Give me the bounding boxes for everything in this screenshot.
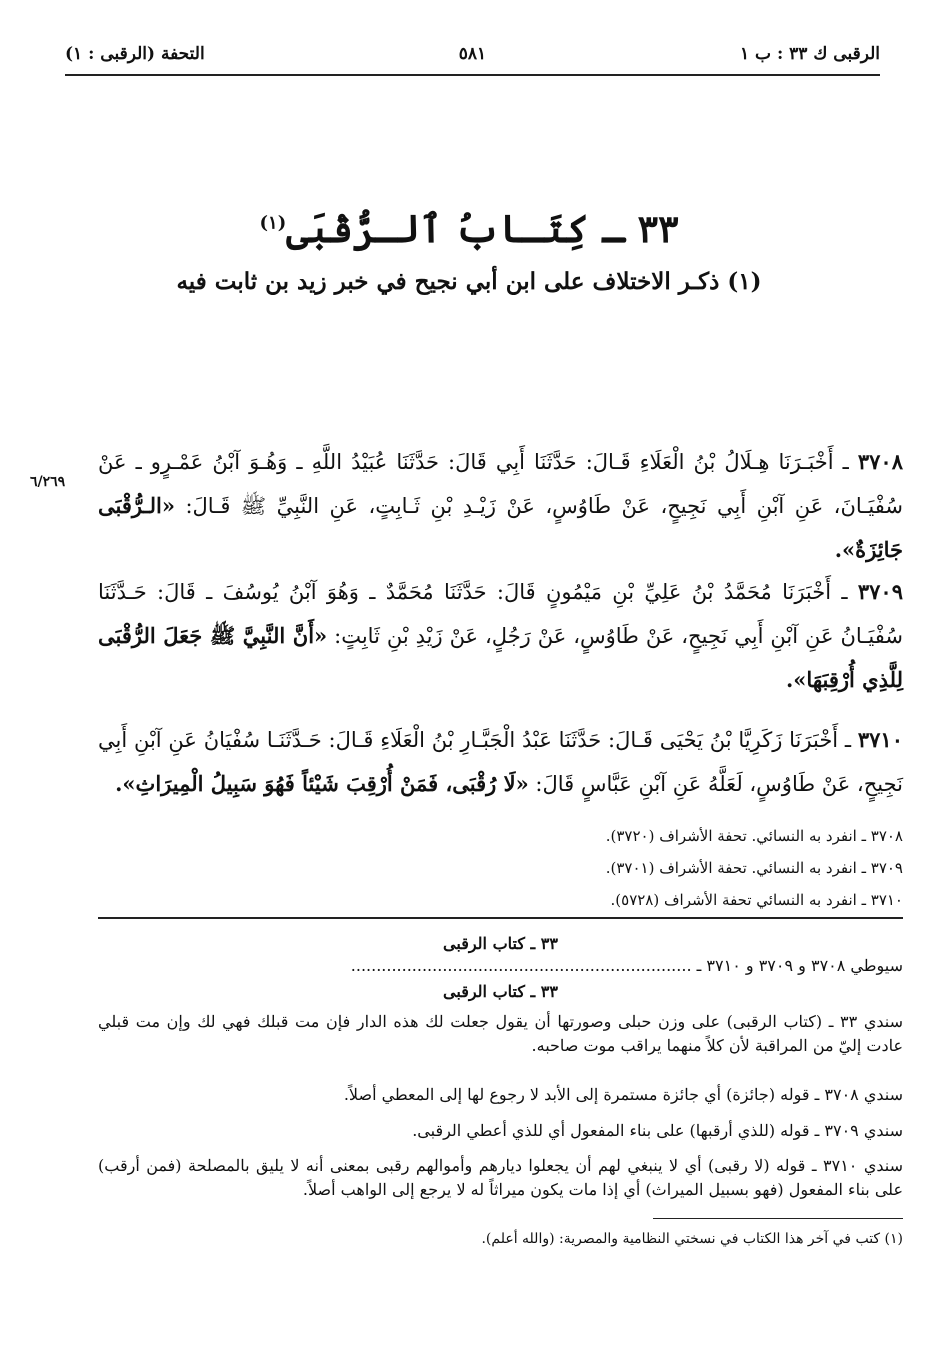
margin-reference: ٦/٢٦٩ (30, 474, 66, 490)
sindi-paragraph: سندي ٣٧٠٨ ـ قوله (جائزة) أي جائزة مستمرة إلى الأبد لا رجوع لها إلى المعطي أصلاً. (343, 1085, 903, 1104)
hadith-chain: ـ أَخْبَـرَنَا هِـلَالُ بْنُ الْعَلَاءِ قَـالَ: حَدَّثَنَا أَبِي قَالَ: حَدَّثَنَا عُبَيْدُ اللَّهِ ـ وَهُـوَ آبْنُ عَمْـرٍو ـ عَنْ سُفْيَـانَ، عَنِ آبْنِ أَبِي نَجِيحٍ، عَنْ طَاوُسٍ، عَنْ زَيْـدِ بْنِ ثَـابِتٍ، عَنِ النَّبِيِّ ﷺ قَـالَ: (98, 450, 903, 518)
commentary-heading: ٣٣ ـ كتاب الرقبى (443, 982, 558, 1001)
hadith-matn: «لَا رُقْبَى، فَمَنْ أُرْقِبَ شَيْئاً فَهُوَ سَبِيلُ الْمِيرَاثِ». (115, 771, 529, 796)
hadith-3709 (98, 570, 903, 702)
book-title-text: ٣٣ ـ كِتَـابُ ٱلـرُّقْبَى (286, 206, 679, 251)
suyuti-line (98, 954, 903, 978)
hadith-matn: «أَنَّ النَّبِيَّ ﷺ جَعَلَ الرُّقْبَى لِلَّذِي أُرْقِبَهَا». (98, 623, 903, 692)
footnote-divider (653, 1218, 903, 1219)
running-header (65, 40, 880, 76)
suyuti-text: سيوطي ٣٧٠٨ و ٣٧٠٩ و ٣٧١٠ ـ (696, 956, 903, 975)
page-footnote: (١) كتب في آخر هذا الكتاب في نسختي النظامية والمصرية: (والله أعلم). (481, 1231, 903, 1247)
hadith-3708 (98, 440, 903, 572)
hadith-chain: ـ أَخْبَرَنَا زَكَرِيَّا بْنُ يَحْيَى قَـالَ: حَدَّثَنَا عَبْدُ الْجَبَّـارِ بْنُ الْعَلَاءِ قَـالَ: حَـدَّثَنَـا سُفْيَانُ عَنِ آبْنِ أَبِي نَجِيحٍ، عَنْ طَاوُسٍ، لَعَلَّهُ عَنِ آبْنِ عَبَّاسٍ قَالَ: (98, 728, 903, 796)
sindi-paragraph: سندي ٣٧٠٩ ـ قوله (للذي أرقبها) على بناء المفعول أي للذي أعطي الرقبى. (412, 1121, 903, 1140)
header-section-ref: الرقبى ك ٣٣ : ب ١ (739, 44, 880, 64)
hadith-number: ٣٧٠٩ (857, 579, 903, 604)
hadith-matn: «الـرُّقْبَى جَائِزَةٌ». (98, 493, 903, 562)
hadith-footnotes (98, 820, 903, 916)
header-tuhfa-ref: التحفة (الرقبى : ١) (65, 44, 205, 64)
hadith-footnote: ٣٧١٠ ـ انفرد به النسائي تحفة الأشراف (٥٧٢٨). (610, 891, 903, 909)
book-title-note-mark: (١) (259, 212, 287, 234)
book-title (0, 206, 938, 251)
sindi-paragraph: سندي ٣٧١٠ ـ قوله (لا رقبى) أي لا ينبغي لهم أن يجعلوا ديارهم وأموالهم رقبى بمعنى أنه لا يليق بالمصلحة (فمن أرقب) على بناء المفعول (فهو بسبيل الميراث) أي إذا مات يكون ميراثاً له لا يرجع إلى الواهب أصلاً. (98, 1156, 903, 1199)
hadith-footnote: ٣٧٠٨ ـ انفرد به النسائي. تحفة الأشراف (٣٧٢٠). (605, 827, 903, 845)
commentary-divider (98, 917, 903, 919)
hadith-number: ٣٧٠٨ (857, 449, 903, 474)
sindi-paragraph: سندي ٣٣ ـ (كتاب الرقبى) على وزن حبلى وصورتها أن يقول جعلت لك هذه الدار فإن مت قبلك فهي لك وإن مت قبلي عادت إليّ من المراقبة لأن كلاً منهما يراقب موت صاحبه. (98, 1012, 904, 1055)
suyuti-dots: ................................................................... (350, 956, 692, 975)
hadith-chain: ـ أَخْبَرَنَا مُحَمَّدُ بْنُ عَلِيِّ بْنِ مَيْمُونٍ قَالَ: حَدَّثَنَا مُحَمَّدٌ ـ وَهُوَ آبْنُ يُوسُفَ ـ قَالَ: حَـدَّثَنَا سُفْيَـانُ عَنِ آبْنِ أَبِي نَجِيحٍ، عَنْ طَاوُسٍ، عَنْ رَجُلٍ، عَنْ زَيْدِ بْنِ ثَابِتٍ: (98, 580, 903, 648)
hadith-3710 (98, 718, 903, 806)
chapter-title: (١) ذكـر الاختلاف على ابن أبي نجيح في خبر زيد بن ثابت فيه (176, 268, 762, 295)
commentary-heading: ٣٣ ـ كتاب الرقبى (443, 934, 558, 953)
hadith-number: ٣٧١٠ (857, 727, 903, 752)
page-number: ٥٨١ (458, 44, 487, 64)
hadith-footnote: ٣٧٠٩ ـ انفرد به النسائي. تحفة الأشراف (٣٧٠١). (605, 859, 903, 877)
